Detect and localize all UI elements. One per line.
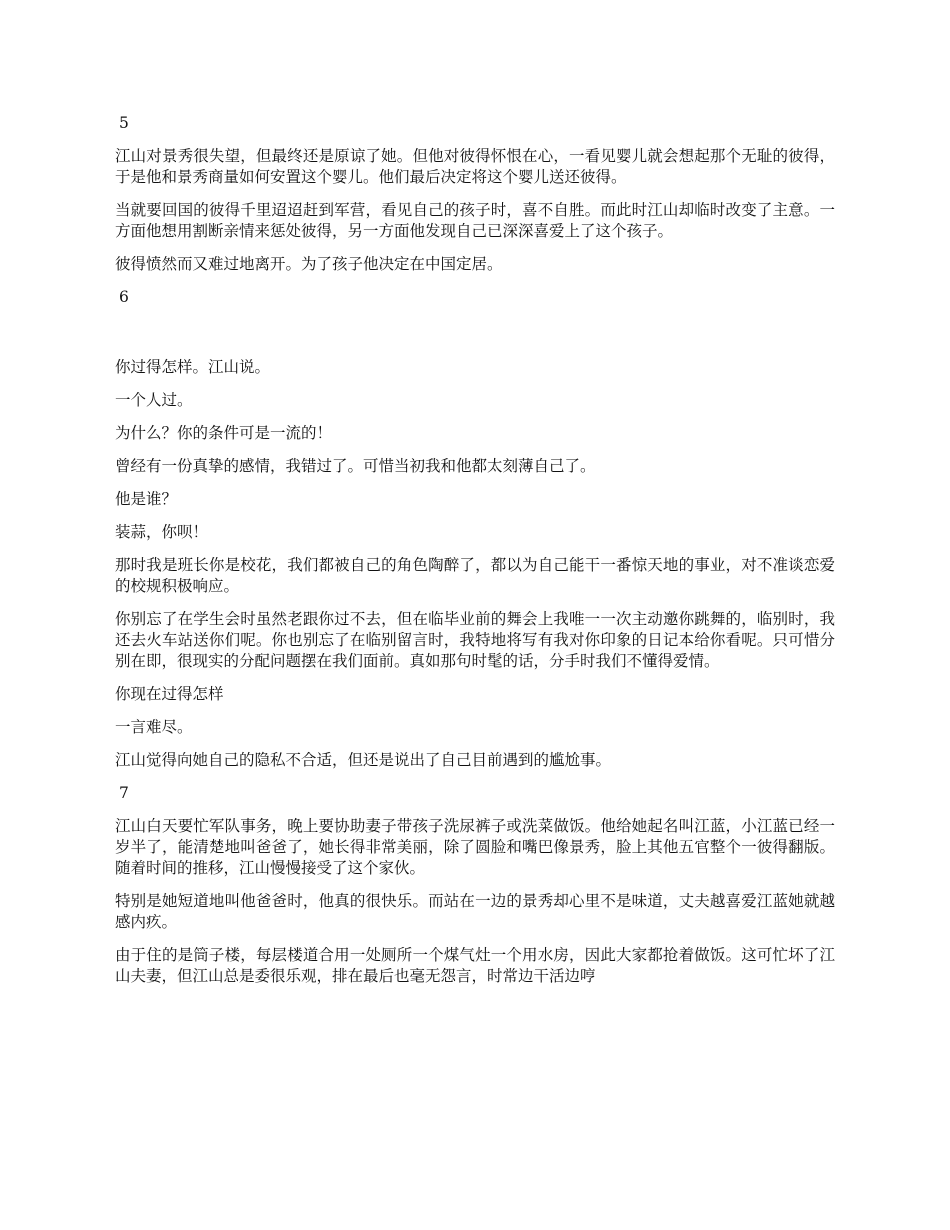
paragraph: 江山白天要忙军队事务，晚上要协助妻子带孩子洗尿裤子或洗菜做饭。他给她起名叫江蓝，小江蓝已经一岁半了，能清楚地叫爸爸了，她长得非常美丽，除了圆脸和嘴巴像景秀，脸上其他五官整个一彼得翻版。随着时间的推移，江山慢慢接受了这个家伙。 bbox=[115, 817, 835, 877]
section-number: 5 bbox=[119, 114, 129, 132]
paragraph: 装蒜，你呗！ bbox=[115, 523, 209, 541]
blank-gap bbox=[115, 320, 835, 357]
paragraph: 彼得愤然而又难过地离开。为了孩子他决定在中国定居。 bbox=[115, 255, 503, 273]
paragraph: 他是谁？ bbox=[115, 490, 178, 508]
paragraph: 你别忘了在学生会时虽然老跟你过不去，但在临毕业前的舞会上我唯一一次主动邀你跳舞的，临别时，我还去火车站送你们呢。你也别忘了在临别留言时，我特地将写有我对你印象的日记本给你看呢。只可惜分别在即，很现实的分配问题摆在我们面前。真如那句时髦的话，分手时我们不懂得爱情。 bbox=[115, 610, 835, 670]
section-5 bbox=[115, 113, 835, 275]
document-page bbox=[115, 113, 835, 999]
paragraph: 由于住的是筒子楼，每层楼道合用一处厕所一个煤气灶一个用水房，因此大家都抢着做饭。这可忙坏了江山夫妻，但江山总是委很乐观，排在最后也毫无怨言，时常边干活边哼 bbox=[115, 946, 835, 985]
section-number: 6 bbox=[119, 288, 129, 306]
paragraph: 一个人过。 bbox=[115, 391, 193, 409]
paragraph: 江山觉得向她自己的隐私不合适，但还是说出了自己目前遇到的尴尬事。 bbox=[115, 751, 612, 769]
paragraph: 江山对景秀很失望，但最终还是原谅了她。但他对彼得怀恨在心，一看见婴儿就会想起那个无耻的彼得，于是他和景秀商量如何安置这个婴儿。他们最后决定将这个婴儿送还彼得。 bbox=[115, 147, 835, 186]
paragraph: 你现在过得怎样 bbox=[115, 685, 224, 703]
paragraph: 曾经有一份真挚的感情，我错过了。可惜当初我和他都太刻薄自己了。 bbox=[115, 457, 596, 475]
paragraph: 那时我是班长你是校花，我们都被自己的角色陶醉了，都以为自己能干一番惊天地的事业，对不准谈恋爱的校规积极响应。 bbox=[115, 556, 835, 595]
paragraph: 一言难尽。 bbox=[115, 718, 193, 736]
paragraph: 你过得怎样。江山说。 bbox=[115, 358, 271, 376]
paragraph: 特别是她短道地叫他爸爸时，他真的很快乐。而站在一边的景秀却心里不是味道，丈夫越喜爱江蓝她就越感内疚。 bbox=[115, 892, 835, 931]
section-6 bbox=[115, 287, 835, 771]
paragraph: 为什么？你的条件可是一流的！ bbox=[115, 424, 333, 442]
section-number: 7 bbox=[119, 784, 129, 802]
paragraph: 当就要回国的彼得千里迢迢赶到军营，看见自己的孩子时，喜不自胜。而此时江山却临时改变了主意。一方面他想用割断亲情来惩处彼得，另一方面他发现自己已深深喜爱上了这个孩子。 bbox=[115, 201, 835, 240]
section-7 bbox=[115, 783, 835, 987]
